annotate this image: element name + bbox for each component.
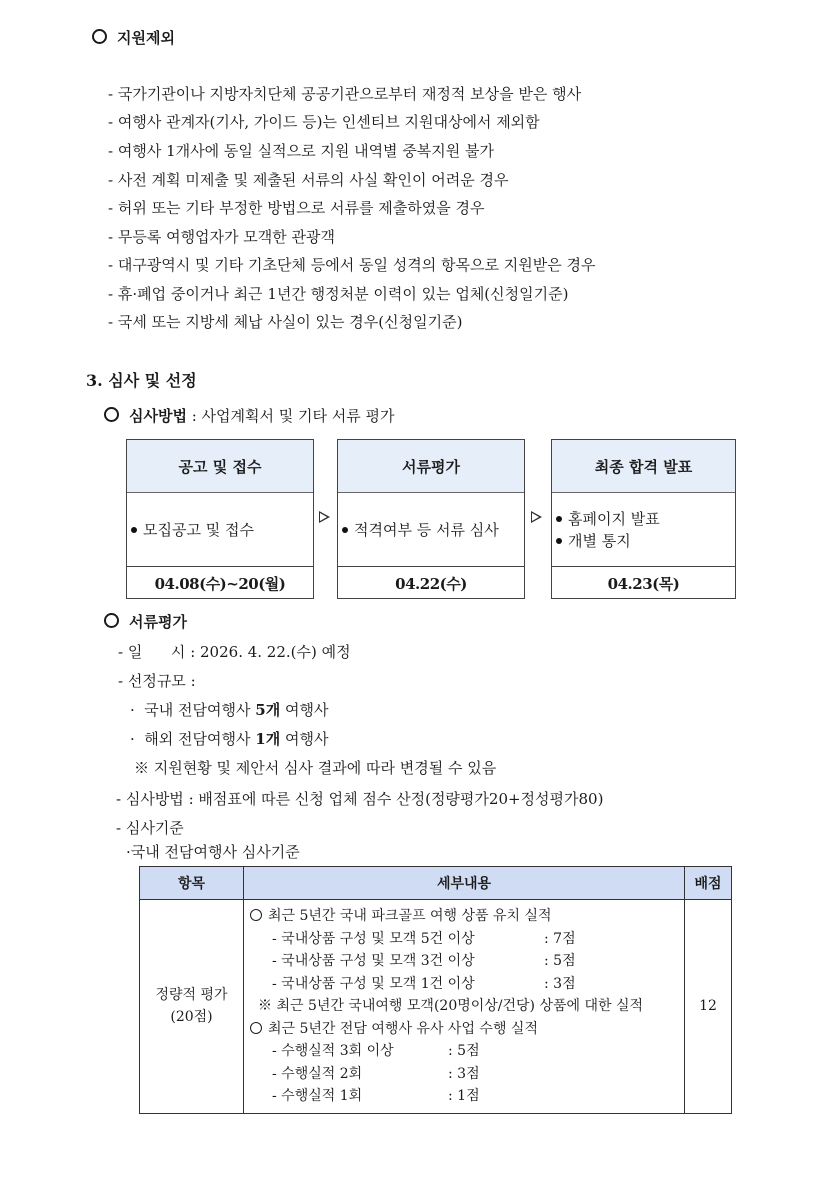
column-header: 배점 <box>685 867 732 900</box>
circle-bullet-icon <box>250 909 262 921</box>
detail-item: - 국내상품 구성 및 모객 3건 이상 : 5점 <box>272 953 576 969</box>
detail-item: - 수행실적 3회 이상 : 5점 <box>272 1043 480 1059</box>
detail-item: - 국내상품 구성 및 모객 1건 이상 : 3점 <box>272 975 576 992</box>
arrow-right-icon <box>531 511 542 523</box>
category-cell: 정량적 평가 (20점) <box>140 900 244 1114</box>
process-step-body: 적격여부 등 서류 심사 <box>338 493 524 567</box>
overseas-count: · 해외 전담여행사 1개 여행사 <box>130 730 329 748</box>
process-step-date: 04.08(수)~20(월) <box>154 574 286 593</box>
process-step-review <box>337 439 525 599</box>
change-note: ※ 지원현황 및 제안서 심사 결과에 따라 변경될 수 있음 <box>134 759 497 777</box>
process-step-header: 최종 합격 발표 <box>552 440 735 493</box>
detail-item: - 수행실적 2회 : 3점 <box>272 1065 480 1082</box>
process-step-body: 모집공고 및 접수 <box>127 493 313 567</box>
detail-item: - 수행실적 1회 : 1점 <box>272 1088 480 1104</box>
table-header-row <box>140 867 732 900</box>
points-cell: 12 <box>685 900 732 1114</box>
criteria-table <box>139 866 732 1114</box>
circle-bullet-icon <box>104 613 119 628</box>
bullet-dot-icon <box>342 527 348 533</box>
detail-item: - 국내상품 구성 및 모객 5건 이상 : 7점 <box>272 930 576 947</box>
exclusion-item: - 사전 계획 미제출 및 제출된 서류의 사실 확인이 어려운 경우 <box>108 171 509 189</box>
exclusion-item: - 무등록 여행업자가 모객한 관광객 <box>108 228 336 246</box>
detail-cell <box>244 900 685 1114</box>
circle-bullet-icon <box>92 29 107 44</box>
selection-scale-label: - 선정규모 : <box>118 672 196 690</box>
bullet-dot-icon <box>556 538 562 544</box>
process-step-header: 서류평가 <box>338 440 524 493</box>
column-header: 세부내용 <box>244 867 685 900</box>
process-step-header: 공고 및 접수 <box>127 440 313 493</box>
domestic-count: · 국내 전담여행사 5개 여행사 <box>130 701 329 719</box>
exclusion-item: - 대구광역시 및 기타 기초단체 등에서 동일 성격의 항목으로 지원받은 경우 <box>108 256 596 274</box>
process-step-body: 홈페이지 발표 개별 통지 <box>552 493 735 567</box>
circle-bullet-icon <box>250 1022 262 1034</box>
exclusion-item: - 국세 또는 지방세 체납 사실이 있는 경우(신청일기준) <box>108 313 463 331</box>
detail-heading: 최근 5년간 국내 파크골프 여행 상품 유치 실적 <box>250 905 678 928</box>
bullet-dot-icon <box>556 516 562 522</box>
section-title: 3. 심사 및 선정 <box>86 371 197 390</box>
criteria-sub-label: ·국내 전담여행사 심사기준 <box>126 843 300 861</box>
process-step-date: 04.23(목) <box>607 574 680 593</box>
circle-bullet-icon <box>104 407 119 422</box>
exclusion-item: - 휴·폐업 중이거나 최근 1년간 행정처분 이력이 있는 업체(신청일기준) <box>108 285 569 303</box>
exclusion-heading: 지원제외 <box>92 28 175 48</box>
criteria-label: - 심사기준 <box>116 819 184 837</box>
exclusion-item: - 여행사 관계자(기사, 가이드 등)는 인센티브 지원대상에서 제외함 <box>108 113 540 131</box>
exclusion-item: - 국가기관이나 지방자치단체 공공기관으로부터 재정적 보상을 받은 행사 <box>108 85 582 103</box>
exclusion-item: - 여행사 1개사에 동일 실적으로 지원 내역별 중복지원 불가 <box>108 142 495 160</box>
doc-eval-heading: 서류평가 <box>104 612 187 632</box>
process-step-final <box>551 439 736 599</box>
table-row <box>140 900 732 1114</box>
review-method-line: - 심사방법 : 배점표에 따른 신청 업체 점수 산정(정량평가20+정성평가80) <box>116 790 604 808</box>
process-step-announce <box>126 439 314 599</box>
detail-note: ※ 최근 5년간 국내여행 모객(20명이상/건당) 상품에 대한 실적 <box>258 998 644 1014</box>
process-step-date: 04.22(수) <box>395 574 467 593</box>
column-header: 항목 <box>140 867 244 900</box>
exclusion-item: - 허위 또는 기타 부정한 방법으로 서류를 제출하였을 경우 <box>108 199 485 217</box>
eval-date: - 일 시 : 2026. 4. 22.(수) 예정 <box>118 643 351 661</box>
detail-heading: 최근 5년간 전담 여행사 유사 사업 수행 실적 <box>250 1018 678 1041</box>
bullet-dot-icon <box>131 527 137 533</box>
review-method: 심사방법 : 사업계획서 및 기타 서류 평가 <box>104 406 395 426</box>
arrow-right-icon <box>319 511 330 523</box>
